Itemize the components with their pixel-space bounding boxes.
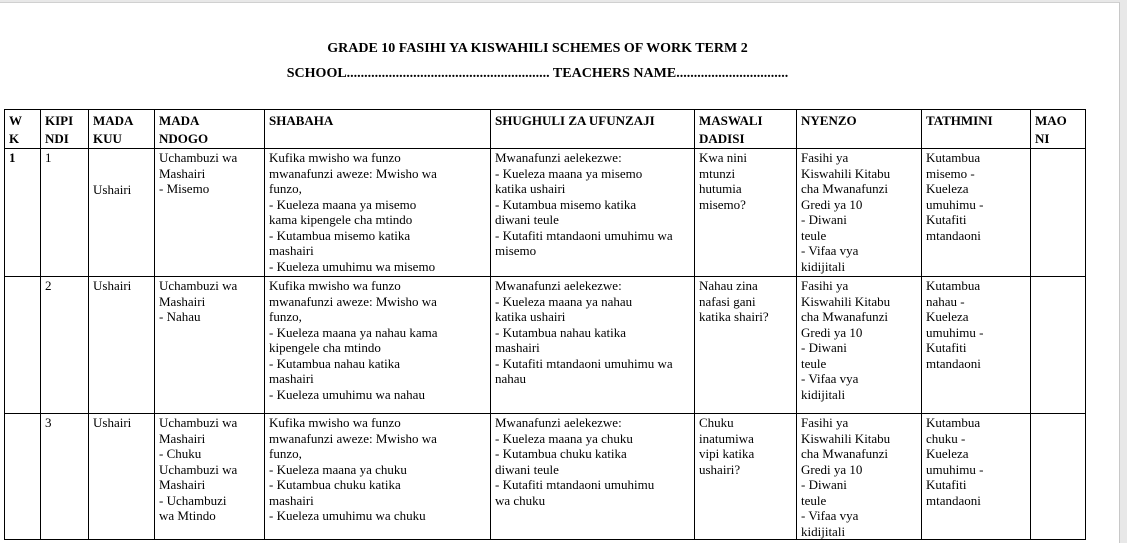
cell-maswali-dadisi [695,414,797,540]
cell-line: Kueleza [926,309,969,324]
scheme-of-work-table [4,109,1086,540]
cell-mada-ndogo [155,414,265,540]
cell-line: - Kueleza umuhimu wa nahau [269,386,425,402]
cell-mada-ndogo [155,149,265,277]
cell-line: - Diwani [801,340,847,355]
cell-line: Kufika mwisho wa funzo [269,278,401,293]
cell-line: mwanafunzi aweze: Mwisho wa [269,293,437,309]
cell-line: misemo [495,243,537,258]
cell-line: - Uchambuzi [159,492,227,508]
cell-line: nafasi gani [699,293,756,309]
cell-line: Kueleza [926,181,969,196]
cell-line: - Nahau [159,309,201,324]
cell-line: - Kueleza maana ya misemo [495,165,643,181]
cell-maswali-dadisi [695,149,797,277]
cell-line: mwanafunzi aweze: Mwisho wa [269,165,437,181]
header-mada-kuu: MADA KUU [89,110,155,149]
cell-wk [5,277,41,414]
cell-line: umuhimu - [926,461,984,477]
cell-line: Uchambuzi wa [159,461,238,477]
cell-line: mtandaoni [926,227,981,243]
cell-line: Kutambua [926,150,981,165]
cell-line: misemo? [699,196,746,212]
cell-line: vipi katika [699,446,755,461]
cell-line: teule [801,492,827,508]
cell-wk [5,414,41,540]
cell-nyenzo [797,149,922,277]
cell-line: katika ushairi [495,181,566,196]
header-wk: W K [5,110,41,149]
cell-kipindi: 1 [41,149,89,277]
cell-line: - Vifaa vya [801,243,859,258]
cell-line: - Kutafiti mtandaoni umuhimu [495,477,655,492]
cell-line: Kutambua [926,278,981,293]
cell-line: - Misemo [159,181,210,196]
cell-shughuli [491,149,695,277]
cell-line: hutumia [699,181,742,196]
cell-line: mashairi [269,371,314,386]
cell-line: kidijitali [801,258,846,274]
cell-line: Kutafiti [926,340,967,355]
table-row [5,277,1086,414]
cell-mada-kuu: Ushairi [89,277,155,414]
cell-line: Fasihi ya [801,415,849,430]
cell-line: ushairi? [699,461,741,477]
cell-line: misemo - [926,165,975,181]
cell-line: wa Mtindo [159,508,216,523]
cell-maoni [1031,149,1086,277]
cell-line: Uchambuzi wa [159,278,238,293]
cell-line: Gredi ya 10 [801,461,863,477]
cell-line: funzo, [269,309,302,324]
header-maoni: MAO NI [1031,110,1086,149]
cell-shughuli [491,277,695,414]
cell-line: Kufika mwisho wa funzo [269,415,401,430]
cell-tathmini [922,149,1031,277]
cell-line: - Kueleza maana ya misemo [269,196,417,212]
cell-line: - Kutambua nahau katika [269,355,401,371]
cell-line: Kwa nini [699,150,748,165]
cell-line: Kiswahili Kitabu [801,293,891,309]
cell-line: - Vifaa vya [801,508,859,523]
cell-line: diwani teule [495,212,559,227]
cell-line: cha Mwanafunzi [801,446,888,461]
header-kipindi: KIPI NDI [41,110,89,149]
cell-line: mwanafunzi aweze: Mwisho wa [269,430,437,446]
cell-line: mashairi [495,340,540,355]
cell-line: funzo, [269,181,302,196]
cell-line: nahau - [926,293,965,309]
cell-line: umuhimu - [926,196,984,212]
cell-tathmini [922,277,1031,414]
cell-line: - Kutambua misemo katika [495,196,637,212]
cell-line: - Kueleza maana ya chuku [269,461,407,477]
cell-line: Fasihi ya [801,150,849,165]
cell-line: - Diwani [801,212,847,227]
cell-line: - Kueleza maana ya chuku [495,430,633,446]
table-header-row [5,110,1086,149]
cell-maoni [1031,277,1086,414]
cell-line: kidijitali [801,386,846,402]
cell-line: Mashairi [159,477,206,492]
cell-line: - Vifaa vya [801,371,859,386]
header-maswali-dadisi: MASWALI DADISI [695,110,797,149]
cell-line: Uchambuzi wa [159,415,238,430]
cell-line: funzo, [269,446,302,461]
header-mada-ndogo: MADA NDOGO [155,110,265,149]
cell-kipindi: 3 [41,414,89,540]
cell-line: Mwanafunzi aelekezwe: [495,278,622,293]
cell-line: teule [801,355,827,371]
cell-line: inatumiwa [699,430,754,446]
cell-line: Mwanafunzi aelekezwe: [495,415,622,430]
cell-line: Mwanafunzi aelekezwe: [495,150,622,165]
cell-line: Gredi ya 10 [801,196,863,212]
cell-line: kipengele cha mtindo [269,340,381,355]
cell-line: teule [801,227,827,243]
cell-line: - Kutafiti mtandaoni umuhimu wa [495,355,673,371]
cell-line: katika shairi? [699,309,769,324]
cell-line: Mashairi [159,293,206,309]
cell-line: diwani teule [495,461,559,477]
cell-line: Mashairi [159,430,206,446]
cell-line: - Kueleza umuhimu wa chuku [269,508,426,523]
document-page [0,2,1120,543]
header-nyenzo: NYENZO [797,110,922,149]
cell-line: Kueleza [926,446,969,461]
cell-line: Kufika mwisho wa funzo [269,150,401,165]
cell-line: - Kutambua chuku katika [495,446,627,461]
cell-line: - Kueleza maana ya nahau [495,293,633,309]
header-tathmini: TATHMINI [922,110,1031,149]
cell-line: chuku - [926,430,966,446]
cell-nyenzo [797,414,922,540]
school-teacher-line: SCHOOL.......................................................... TEACHERS NAME................................ [286,66,789,81]
cell-line: - Kutambua nahau katika [495,324,627,340]
cell-line: - Kueleza umuhimu wa misemo [269,258,436,274]
cell-line: wa chuku [495,492,546,508]
cell-line: kama kipengele cha mtindo [269,212,413,227]
cell-line: - Kutambua misemo katika [269,227,411,243]
cell-shabaha [265,277,491,414]
cell-line: Gredi ya 10 [801,324,863,340]
cell-line: Mashairi [159,165,206,181]
document-title: GRADE 10 FASIHI YA KISWAHILI SCHEMES OF WORK TERM 2 [327,41,748,56]
cell-line: - Kutambua chuku katika [269,477,401,492]
cell-line: Kiswahili Kitabu [801,430,891,446]
cell-shabaha [265,149,491,277]
cell-line: mashairi [269,492,314,508]
cell-kipindi: 2 [41,277,89,414]
cell-line: mtandaoni [926,355,981,371]
cell-line: Kutambua [926,415,981,430]
cell-mada-ndogo [155,277,265,414]
cell-maswali-dadisi [695,277,797,414]
cell-line: Kutafiti [926,477,967,492]
cell-line: katika ushairi [495,309,566,324]
cell-maoni [1031,414,1086,540]
cell-nyenzo [797,277,922,414]
cell-line: - Chuku [159,446,202,461]
cell-line: nahau [495,371,527,386]
cell-line: Chuku [699,415,734,430]
cell-line: mtunzi [699,165,736,181]
cell-line: Fasihi ya [801,278,849,293]
cell-line: Kutafiti [926,212,967,227]
cell-line: Nahau zina [699,278,758,293]
header-shughuli: SHUGHULI ZA UFUNZAJI [491,110,695,149]
header-shabaha: SHABAHA [265,110,491,149]
cell-tathmini [922,414,1031,540]
table-row [5,149,1086,277]
cell-line: cha Mwanafunzi [801,181,888,196]
cell-line: mtandaoni [926,492,981,508]
cell-line: mashairi [269,243,314,258]
cell-line: kidijitali [801,523,846,539]
table-row [5,414,1086,540]
cell-shabaha [265,414,491,540]
cell-line: - Diwani [801,477,847,492]
cell-line: Kiswahili Kitabu [801,165,891,181]
cell-shughuli [491,414,695,540]
cell-line: - Kueleza maana ya nahau kama [269,324,438,340]
cell-line: umuhimu - [926,324,984,340]
cell-mada-kuu: Ushairi [89,414,155,540]
cell-line: Uchambuzi wa [159,150,238,165]
cell-line: - Kutafiti mtandaoni umuhimu wa [495,227,673,243]
cell-line: cha Mwanafunzi [801,309,888,324]
cell-wk: 1 [5,149,41,277]
cell-mada-kuu: Ushairi [89,149,155,277]
